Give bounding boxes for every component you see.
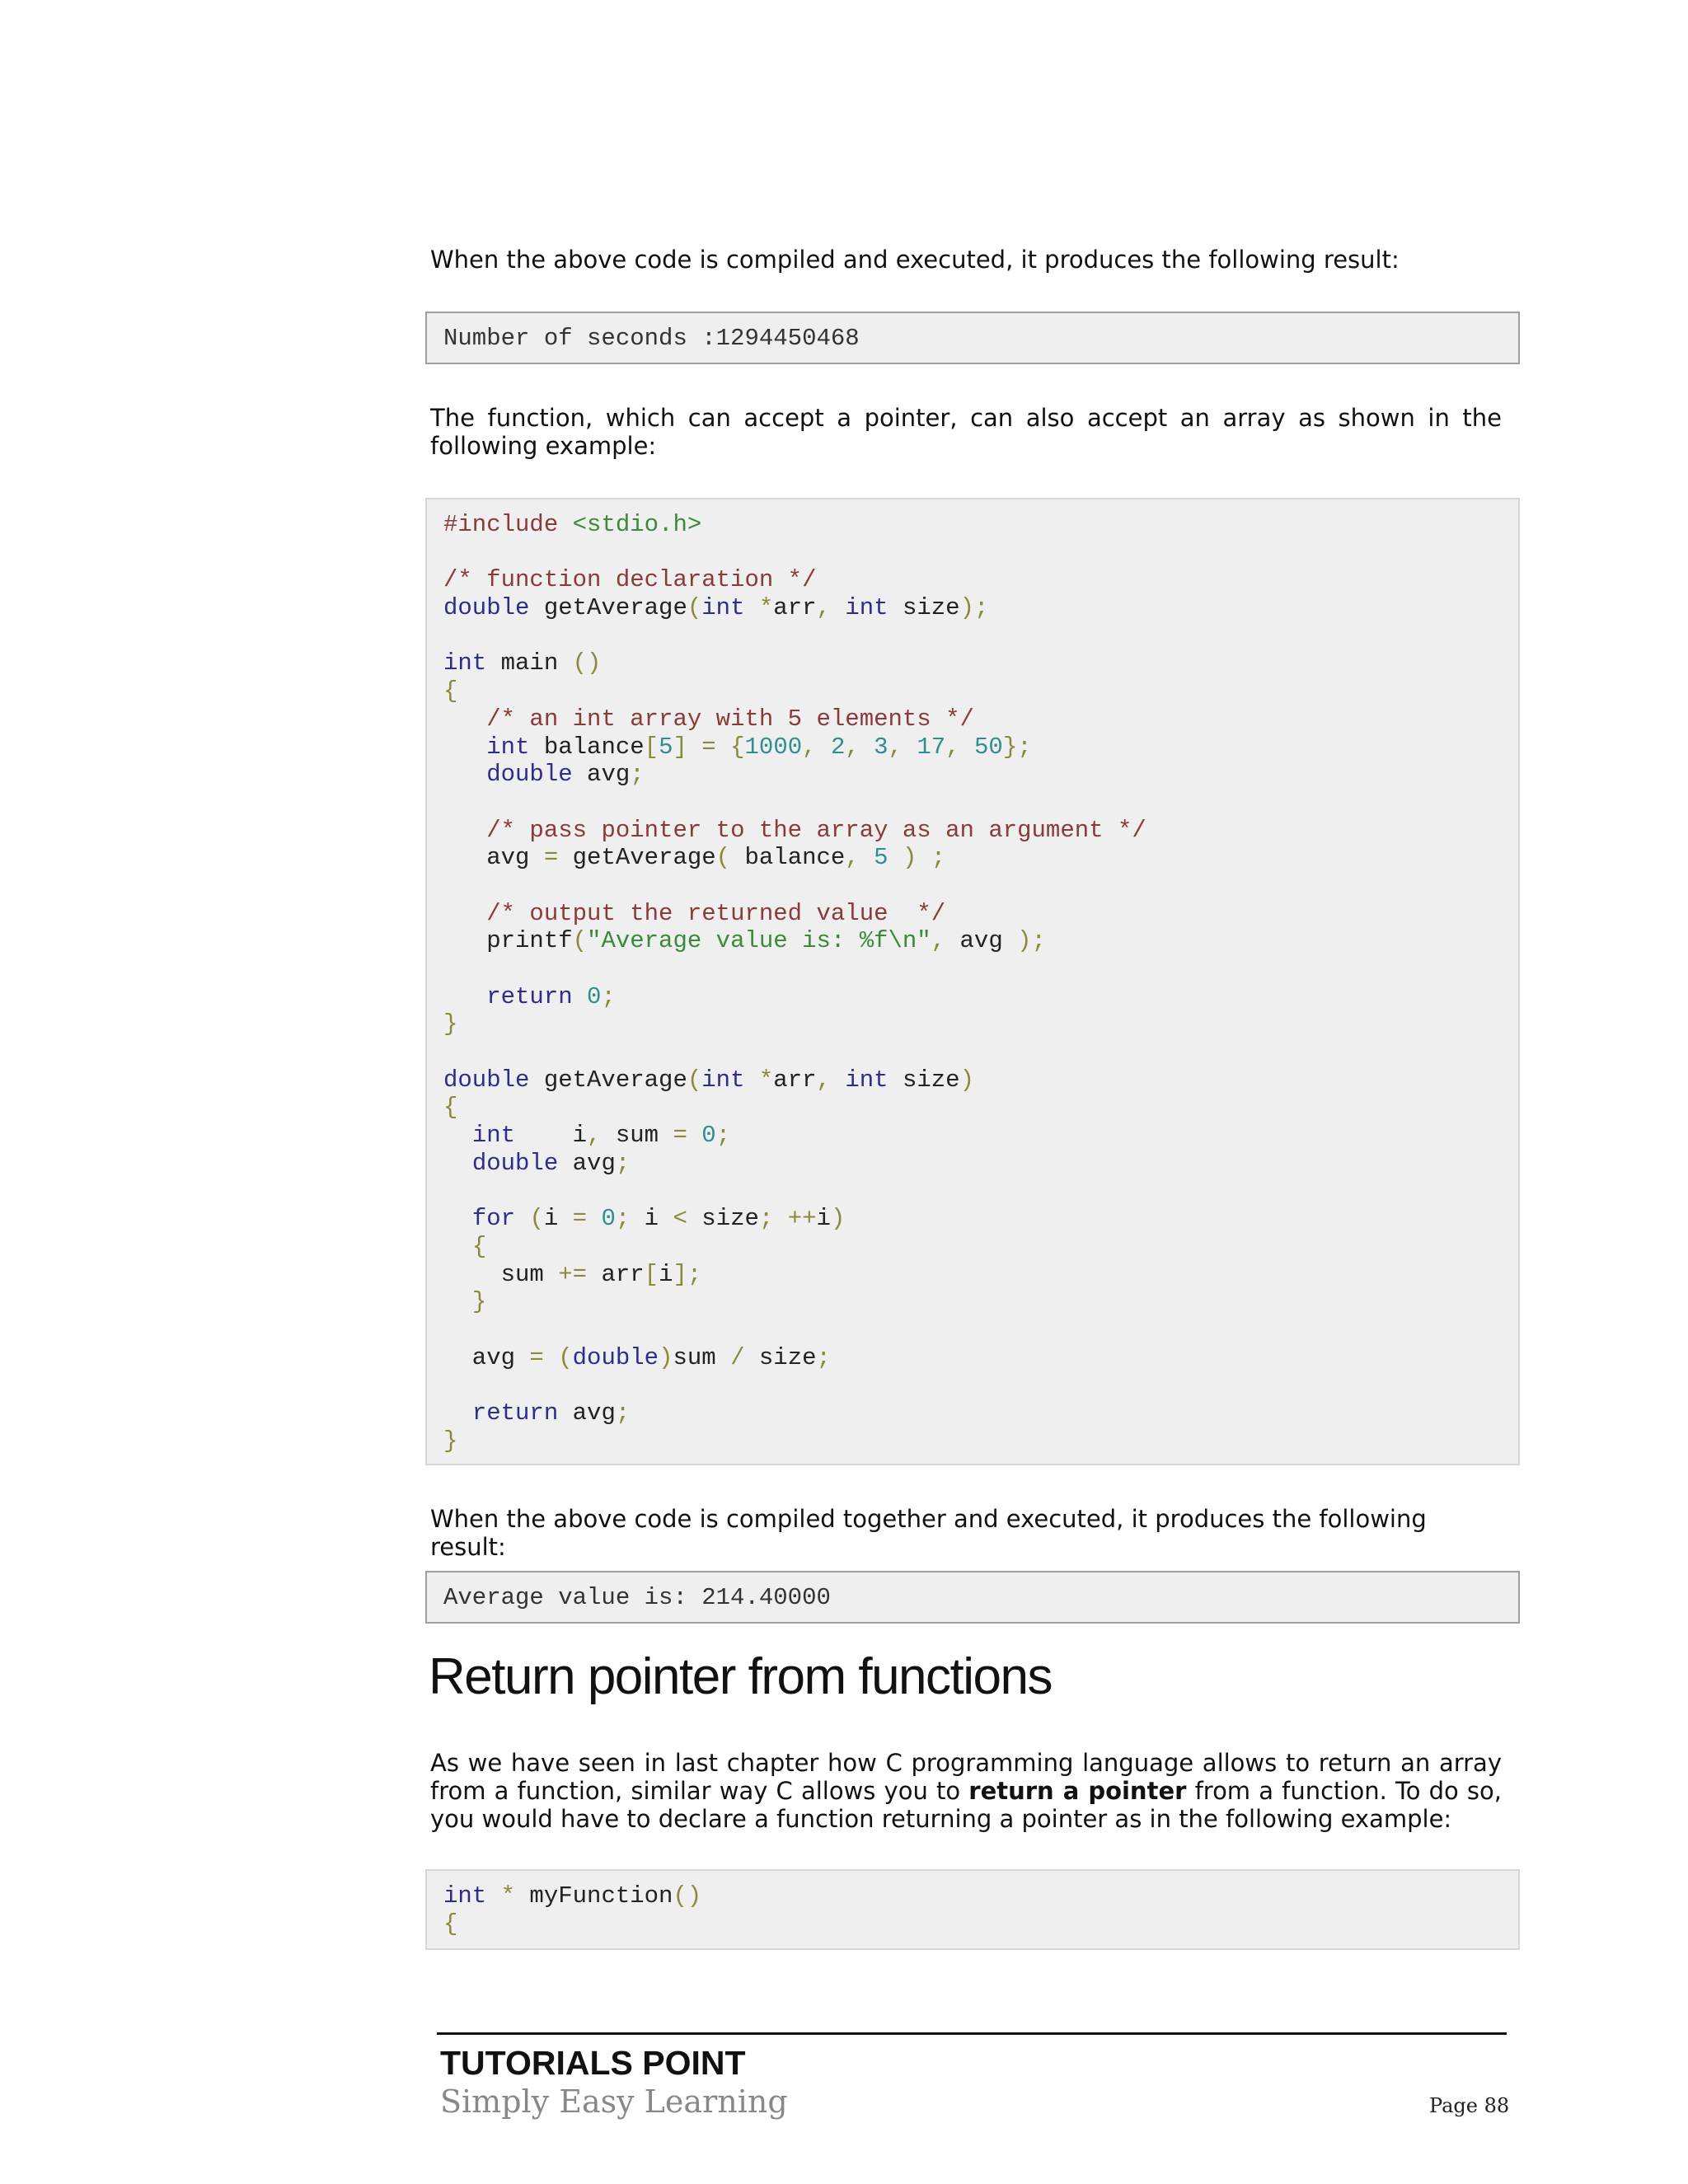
section-heading: Return pointer from functions (429, 1648, 1052, 1705)
code-line (443, 511, 1146, 539)
code-token: /* function declaration */ (443, 566, 817, 594)
footer-divider (437, 2032, 1507, 2035)
code-token: ; (758, 1205, 774, 1233)
code-token: ( (715, 844, 731, 872)
code-line (443, 1399, 1146, 1427)
code-line (443, 677, 1146, 705)
code-token: int (443, 1882, 487, 1910)
code-token (587, 1205, 601, 1232)
code-token: <stdio.h> (572, 511, 702, 538)
code-token (716, 733, 730, 761)
code-token: balance (529, 733, 645, 761)
code-token: { (730, 733, 745, 761)
code-token: ( (687, 1066, 702, 1094)
code-token: return (486, 982, 573, 1010)
code-token: = (701, 733, 716, 761)
code-token: { (443, 1094, 458, 1122)
code-token (443, 1399, 472, 1427)
code-line (443, 622, 1146, 650)
code-line (443, 1205, 1146, 1233)
code-token: = (572, 1205, 588, 1233)
code-line (443, 761, 1146, 789)
code-token: 5 (874, 844, 889, 872)
code-line (443, 1344, 1146, 1372)
code-line (443, 927, 1146, 955)
code-token: ( (687, 594, 702, 622)
code-token: #include (443, 511, 573, 538)
code-line (443, 1150, 1146, 1178)
code-token (773, 1205, 787, 1232)
code-token: for (471, 1205, 516, 1233)
code-token: { (471, 1232, 487, 1260)
code-token: getAverage (529, 1066, 687, 1094)
code-token: } (443, 1427, 458, 1455)
code-token: size (744, 1343, 817, 1371)
array-paragraph: The function, which can accept a pointer, can also accept an array as shown in the following example: (430, 404, 1502, 460)
code-token: i (543, 1205, 573, 1233)
code-line (443, 955, 1146, 983)
code-token: arr (587, 1260, 645, 1288)
code-line (443, 539, 1146, 567)
code-token (443, 1288, 472, 1315)
code-token: balance (730, 844, 846, 872)
code-token: }; (1002, 733, 1032, 761)
code-token: ; (615, 1205, 631, 1233)
code-token: printf (443, 927, 573, 955)
code-token (903, 733, 917, 761)
footer-brand: TUTORIALS POINT (440, 2044, 746, 2082)
code-token: ) (902, 844, 917, 872)
code-line (443, 1094, 1146, 1122)
code-token (860, 844, 874, 871)
code-token: sum (443, 1260, 559, 1288)
code-token (443, 705, 486, 733)
code-line (443, 1371, 1146, 1399)
code-token: 0 (587, 982, 602, 1010)
code-token: 0 (601, 1205, 616, 1233)
code-line (443, 1066, 1146, 1094)
code-token: 1000 (744, 733, 803, 761)
output-text-average: Average value is: 214.40000 (443, 1584, 831, 1611)
return-para-bold: return a pointer (968, 1777, 1187, 1805)
code-token: ) (659, 1343, 673, 1371)
code-token (831, 1066, 845, 1094)
code-token (687, 1122, 701, 1149)
code-token: return (471, 1399, 559, 1427)
code-token: ; (601, 982, 616, 1010)
code-token: size (888, 1066, 960, 1094)
code-token: ; (615, 1399, 631, 1427)
result-paragraph: When the above code is compiled together and executed, it produces the following result: (430, 1505, 1427, 1561)
code-token: avg (558, 1149, 616, 1177)
code-token: 5 (659, 733, 673, 761)
code-token: arr (773, 1066, 817, 1094)
code-token: ; (816, 1343, 831, 1371)
code-token: double (443, 1066, 530, 1094)
code-token: ; (630, 761, 645, 789)
code-token: /* output the returned value */ (486, 899, 946, 927)
code-token: int (701, 1066, 745, 1094)
code-token: avg (945, 927, 1018, 955)
code-token (443, 733, 486, 761)
code-token: { (443, 1910, 458, 1938)
code-token: int (845, 1066, 889, 1094)
code-token: sum (601, 1122, 673, 1150)
code-token: = (543, 844, 559, 872)
code-token: ; (615, 1149, 631, 1177)
code-token: [ (644, 733, 659, 761)
code-token: * (758, 1066, 774, 1094)
code-token: getAverage (558, 844, 716, 872)
code-token: 0 (701, 1122, 716, 1150)
code-line (443, 983, 1146, 1011)
code-token: getAverage (529, 594, 687, 622)
code-line (443, 1261, 1146, 1289)
code-token (687, 733, 701, 761)
code-token: , (587, 1122, 602, 1150)
code-token: += (558, 1260, 588, 1288)
code-line (443, 733, 1146, 762)
code-token (443, 1233, 472, 1260)
code-line (443, 900, 1146, 928)
code-token (744, 1066, 758, 1094)
code-token: double (471, 1149, 559, 1177)
code-token (573, 983, 587, 1010)
code-token (831, 594, 845, 621)
code-token: ; (931, 844, 946, 872)
code-block-myfunction (425, 1869, 1520, 1950)
code-token: * (500, 1882, 516, 1910)
footer-tagline: Simply Easy Learning (440, 2083, 788, 2120)
code-token: "Average value is: %f\n" (587, 927, 931, 955)
code-token: * (758, 594, 774, 622)
code-token: int (471, 1122, 516, 1150)
code-token: 2 (830, 733, 846, 761)
code-token: int (845, 594, 889, 622)
page-number: Page 88 (1429, 2094, 1510, 2117)
code-token: avg (443, 1343, 530, 1371)
code-token: ) (830, 1205, 846, 1233)
code-token: } (471, 1288, 487, 1316)
output-box-seconds (425, 312, 1520, 364)
code-token: 3 (874, 733, 889, 761)
code-token (817, 733, 831, 761)
code-token: i (630, 1205, 673, 1233)
code-token: = (673, 1122, 687, 1150)
code-text-myfunction (443, 1882, 701, 1938)
code-line (443, 705, 1146, 733)
code-token: avg (443, 844, 544, 872)
code-token: () (673, 1882, 702, 1910)
code-token: , (845, 733, 860, 761)
code-token: main (486, 649, 573, 677)
code-token: sum (673, 1343, 731, 1371)
code-token: ; (715, 1122, 731, 1150)
code-token (860, 733, 874, 761)
code-token: avg (572, 761, 631, 789)
code-token: myFunction (515, 1882, 673, 1910)
code-token: ]; (673, 1260, 702, 1288)
code-token: i (515, 1122, 588, 1150)
code-line (443, 1233, 1146, 1261)
code-token: ( (558, 1343, 573, 1371)
code-text-average (443, 511, 1146, 1455)
code-token (443, 761, 486, 788)
code-token (443, 1205, 472, 1232)
code-token: ++ (787, 1205, 817, 1233)
code-line (443, 1038, 1146, 1066)
code-token: / (730, 1343, 745, 1371)
code-token: 17 (917, 733, 946, 761)
code-line (443, 817, 1146, 845)
code-token: int (701, 594, 745, 622)
code-token (443, 1150, 472, 1177)
code-token (917, 844, 931, 871)
code-token (515, 1205, 529, 1232)
output-box-average (425, 1571, 1520, 1624)
code-line (443, 844, 1146, 872)
code-token: < (673, 1205, 687, 1233)
code-token (960, 733, 974, 761)
code-token (443, 983, 486, 1010)
code-token: int (486, 733, 530, 761)
code-token: arr (773, 594, 817, 622)
code-token (544, 1344, 558, 1371)
code-token: , (816, 594, 831, 622)
code-token: () (572, 649, 602, 677)
code-token: ( (529, 1205, 544, 1233)
code-token: 50 (974, 733, 1003, 761)
code-token: ) (959, 1066, 974, 1094)
return-para-text-1: As we have seen in last chapter how C programming language allows to return an array from a function, similar way C allows you to (430, 1749, 1502, 1805)
code-block-average (425, 498, 1520, 1465)
code-token: size (687, 1205, 759, 1233)
code-line (443, 649, 1146, 677)
code-line (443, 1178, 1146, 1206)
code-token: , (888, 733, 903, 761)
output-text-seconds: Number of seconds :1294450468 (443, 325, 860, 352)
code-token: size (888, 594, 960, 622)
code-line (443, 1122, 1146, 1150)
code-line (443, 1010, 1146, 1038)
code-token: double (572, 1343, 659, 1371)
code-token: avg (558, 1399, 616, 1427)
return-para-text-2: from a function. To do so, you would have to declare a function returning a pointer as in the following example: (430, 1777, 1503, 1833)
code-token: i (659, 1260, 673, 1288)
code-token: , (845, 844, 860, 872)
code-token (443, 817, 486, 844)
code-line (443, 1316, 1146, 1344)
code-token: { (443, 677, 458, 705)
code-token: [ (644, 1260, 659, 1288)
code-line (443, 1910, 701, 1938)
code-line (443, 1882, 701, 1910)
code-token: , (802, 733, 817, 761)
code-token (443, 900, 486, 927)
code-token (486, 1882, 500, 1910)
code-token: ); (959, 594, 989, 622)
return-pointer-paragraph (430, 1749, 1502, 1833)
code-line (443, 1288, 1146, 1316)
intro-paragraph: When the above code is compiled and executed, it produces the following result: (430, 246, 1400, 274)
code-token: = (529, 1343, 544, 1371)
code-token: double (443, 594, 530, 622)
code-token: double (486, 761, 573, 789)
code-token (889, 844, 903, 871)
code-line (443, 1427, 1146, 1455)
code-line (443, 872, 1146, 900)
code-line (443, 566, 1146, 594)
code-token: /* an int array with 5 elements */ (486, 705, 974, 733)
code-line (443, 789, 1146, 817)
code-token: ( (572, 927, 588, 955)
code-token: } (443, 1010, 458, 1038)
code-token: , (945, 733, 960, 761)
code-token: i (816, 1205, 831, 1233)
code-token: /* pass pointer to the array as an argument */ (486, 816, 1146, 844)
code-token: , (931, 927, 946, 955)
code-token: int (443, 649, 487, 677)
code-line (443, 594, 1146, 622)
code-token: , (816, 1066, 831, 1094)
code-token (443, 1122, 472, 1149)
code-token (744, 594, 758, 621)
code-token: ); (1017, 927, 1046, 955)
code-token: ] (673, 733, 687, 761)
